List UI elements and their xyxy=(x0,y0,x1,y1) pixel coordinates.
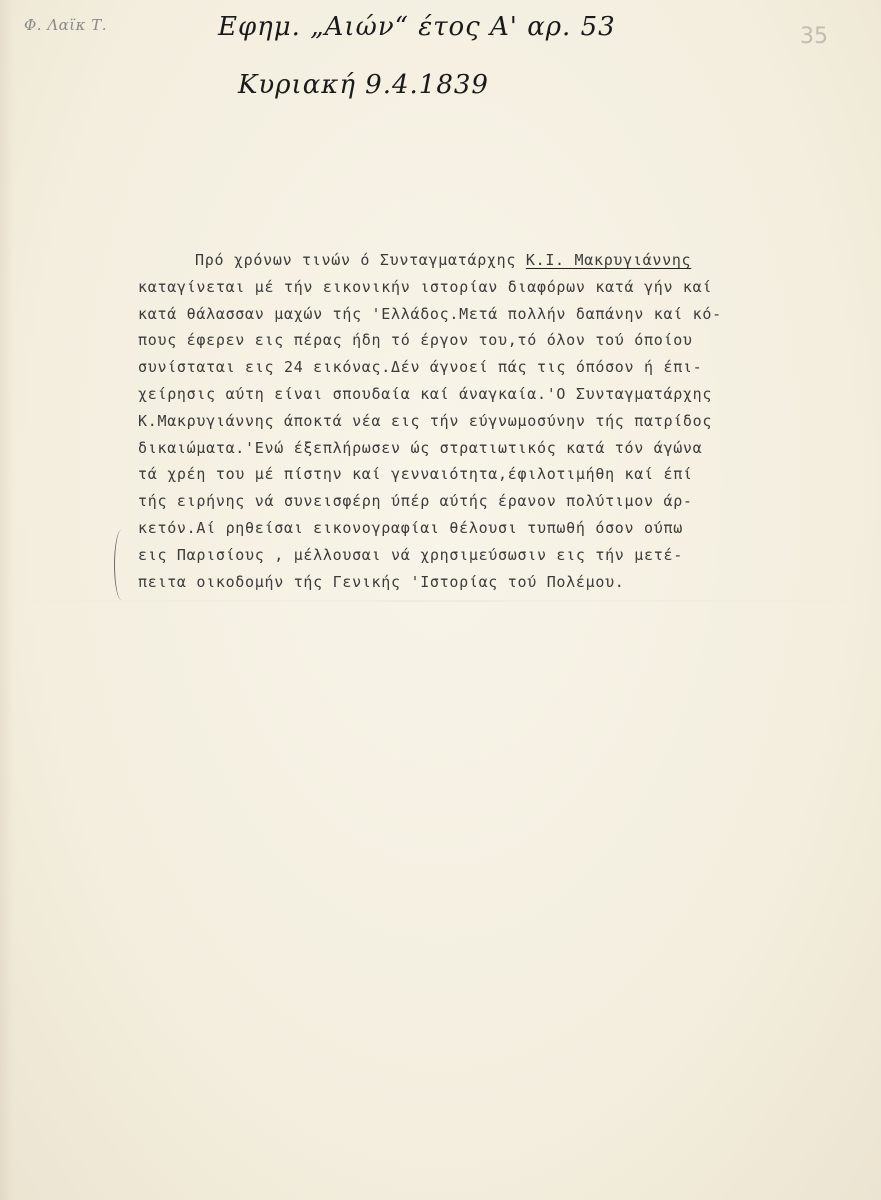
article-line-10: τής ειρήνης νά συνεισφέρη ύπέρ αύτής έρανον πολύτιμον άρ- xyxy=(138,492,693,511)
underlined-person-name: Κ.Ι. Μακρυγιάννης xyxy=(525,251,692,269)
article-line-3: κατά θάλασσαν μαχών τής 'Ελλάδος.Μετά πολλήν δαπάνην καί κό- xyxy=(138,304,722,323)
article-line-13: πειτα οικοδομήν τής Γενικής 'Ιστορίας τού Πολέμου. xyxy=(138,572,625,591)
article-line-6: χείρησις αύτη είναι σπουδαία καί άναγκαία.'Ο Συνταγματάρχης xyxy=(138,384,713,403)
article-line-2: καταγίνεται μέ τήν εικονικήν ιστορίαν διαφόρων κατά γήν καί xyxy=(138,277,713,296)
article-line-1 xyxy=(138,247,818,274)
margin-bracket-mark xyxy=(114,530,129,600)
paper-fold-line xyxy=(0,600,881,602)
article-line-5: συνίσταται εις 24 εικόνας.Δέν άγνοεί πάς τις όπόσον ή έπι- xyxy=(138,358,703,377)
article-line-12: εις Παρισίους , μέλλουσαι νά χρησιμεύσωσιν εις τήν μετέ- xyxy=(138,545,683,564)
article-line-1-text: Πρό χρόνων τινών ό Συνταγματάρχης xyxy=(195,251,526,269)
article-line-4: πους έφερεν εις πέρας ήδη τό έργον του,τό όλον τού όποίου xyxy=(138,331,693,350)
typed-article-body xyxy=(138,247,818,595)
page-number: 35 xyxy=(800,24,828,49)
handwritten-date-line: Κυριακή 9.4.1839 xyxy=(238,70,489,100)
article-line-8: δικαιώματα.'Ενώ έξεπλήρωσεν ώς στρατιωτικός κατά τόν άγώνα xyxy=(138,438,703,457)
article-line-9: τά χρέη του μέ πίστην καί γενναιότητα,έφιλοτιμήθη καί έπί xyxy=(138,465,693,484)
article-line-11: κετόν.Αί ρηθείσαι εικονογραφίαι θέλουσι τυπωθή όσον ούπω xyxy=(138,518,683,537)
pencil-archive-note: Φ. Λαϊκ Τ. xyxy=(24,16,108,34)
handwritten-source-line: Εφημ. „Αιών“ έτος Α' αρ. 53 xyxy=(218,12,616,42)
article-line-7: Κ.Μακρυγιάννης άποκτά νέα εις τήν εύγνωμοσύνην τής πατρίδος xyxy=(138,411,713,430)
